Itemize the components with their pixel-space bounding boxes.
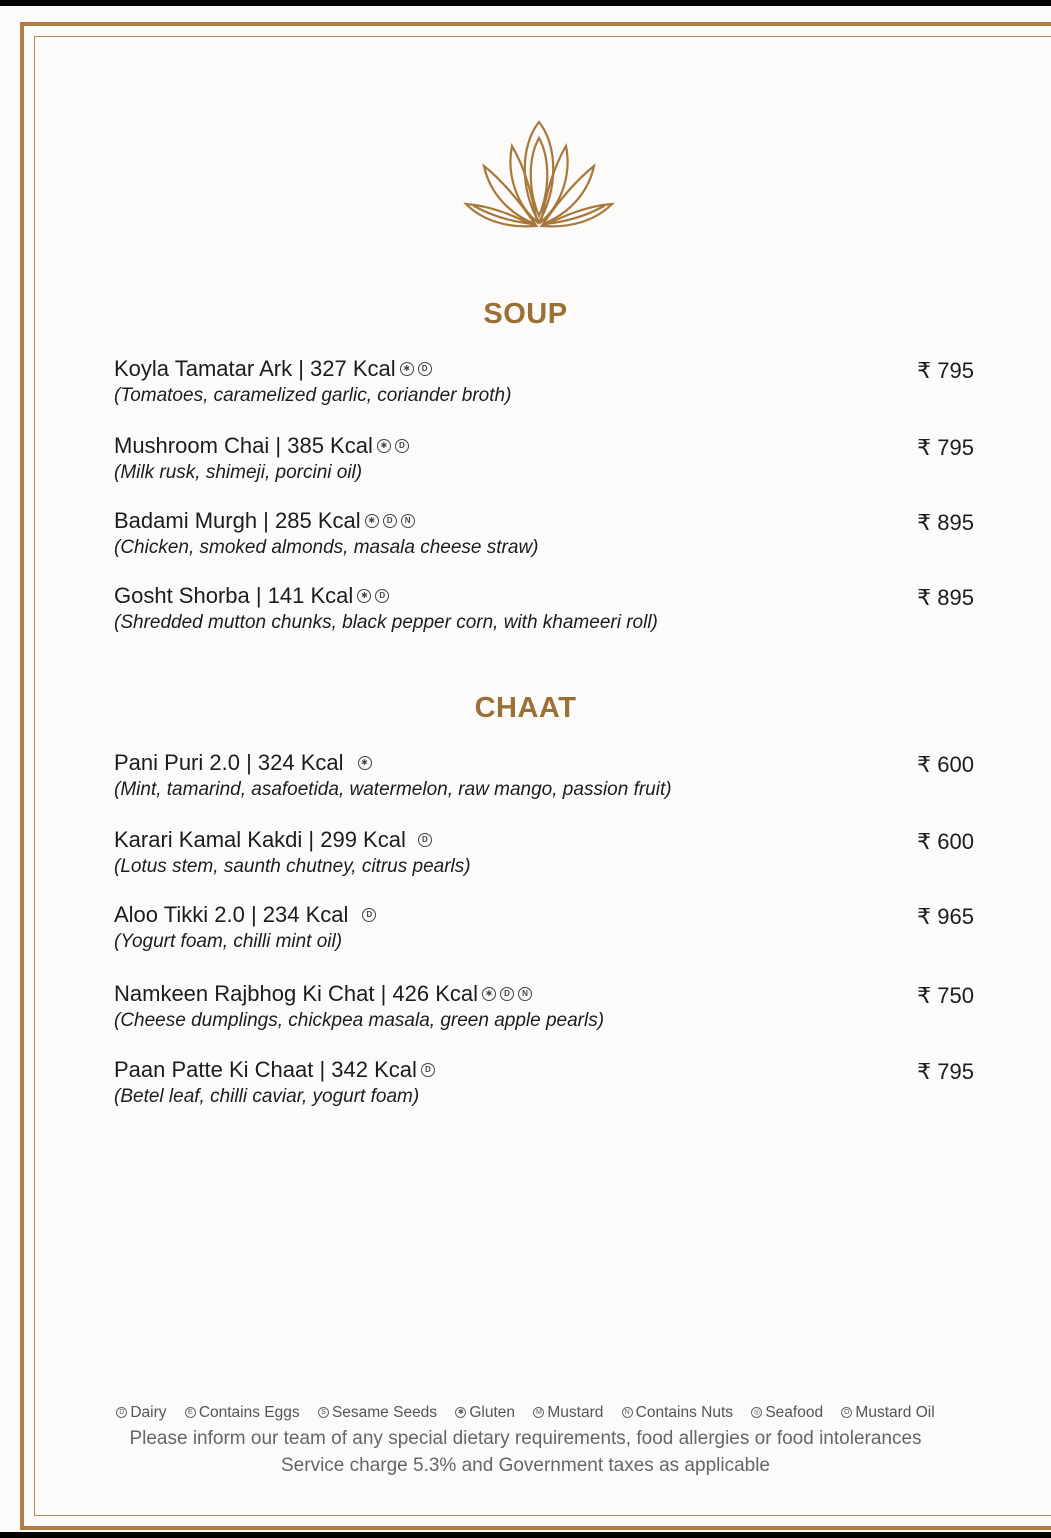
item-price: ₹ 750 (917, 983, 974, 1008)
item-description: (Shredded mutton chunks, black pepper corn, with khameeri roll) (114, 612, 658, 633)
gluten-icon: ✱ (358, 756, 372, 770)
dairy-icon: D (375, 589, 389, 603)
item-name: Karari Kamal Kakdi | 299 Kcal (114, 827, 406, 852)
gluten-icon: ✱ (357, 589, 371, 603)
dairy-icon: D (418, 833, 432, 847)
menu-item (114, 583, 974, 634)
item-price: ₹ 795 (917, 358, 974, 383)
item-description: (Mint, tamarind, asafoetida, watermelon, raw mango, passion fruit) (114, 779, 672, 800)
legend-seafood (751, 1404, 823, 1421)
dairy-icon: D (418, 362, 432, 376)
menu-item (114, 750, 974, 801)
menu-page (0, 6, 1051, 1532)
legend-sesame (318, 1404, 437, 1421)
legend-gluten (455, 1404, 515, 1421)
dietary-note: Please inform our team of any special dietary requirements, food allergies or food intolerances (129, 1428, 922, 1449)
gluten-icon: ✱ (365, 514, 379, 528)
item-name: Aloo Tikki 2.0 | 234 Kcal (114, 902, 349, 927)
menu-item (114, 902, 974, 953)
item-price: ₹ 965 (917, 904, 974, 929)
legend-label: Sesame Seeds (331, 1404, 438, 1421)
item-price: ₹ 600 (917, 829, 974, 854)
gluten-icon: ✱ (400, 362, 414, 376)
menu-item (114, 827, 974, 878)
legend-label: Contains Eggs (198, 1404, 300, 1421)
allergen-legend (0, 1404, 1051, 1422)
dairy-icon: D (421, 1063, 435, 1077)
legend-eggs (185, 1404, 300, 1421)
menu-item (114, 356, 974, 407)
menu-item (114, 508, 974, 559)
legend-mustard (533, 1404, 603, 1421)
section-title-soup: SOUP (483, 298, 568, 330)
dairy-icon: D (383, 514, 397, 528)
legend-mustard-oil (841, 1404, 934, 1421)
item-price: ₹ 895 (917, 510, 974, 535)
nuts-icon: N (622, 1407, 633, 1418)
nuts-icon: N (518, 987, 532, 1001)
item-description: (Betel leaf, chilli caviar, yogurt foam) (114, 1086, 420, 1107)
item-name: Paan Patte Ki Chaat | 342 Kcal (114, 1057, 417, 1082)
item-name: Pani Puri 2.0 | 324 Kcal (114, 750, 344, 775)
legend-label: Mustard Oil (855, 1404, 935, 1421)
menu-item (114, 1057, 974, 1108)
item-description: (Lotus stem, saunth chutney, citrus pearls) (114, 856, 471, 877)
menu-item (114, 981, 974, 1032)
lotus-logo-icon (462, 118, 616, 234)
item-name: Koyla Tamatar Ark | 327 Kcal (114, 356, 396, 381)
item-description: (Chicken, smoked almonds, masala cheese straw) (114, 537, 539, 558)
item-price: ₹ 795 (917, 435, 974, 460)
service-charge-note: Service charge 5.3% and Government taxes as applicable (281, 1455, 770, 1476)
gluten-icon: ✱ (377, 439, 391, 453)
item-description: (Milk rusk, shimeji, porcini oil) (114, 462, 363, 483)
legend-nuts (622, 1404, 733, 1421)
item-price: ₹ 795 (917, 1059, 974, 1084)
mustard-oil-icon: O (841, 1407, 852, 1418)
item-price: ₹ 600 (917, 752, 974, 777)
eggs-icon: E (185, 1407, 196, 1418)
mustard-icon: M (533, 1407, 544, 1418)
dairy-icon: D (362, 908, 376, 922)
dairy-icon: D (395, 439, 409, 453)
dairy-icon: D (500, 987, 514, 1001)
gluten-icon: ✱ (482, 987, 496, 1001)
seafood-icon: ◎ (751, 1407, 762, 1418)
legend-label: Mustard (547, 1404, 604, 1421)
item-name: Gosht Shorba | 141 Kcal (114, 583, 354, 608)
item-description: (Cheese dumplings, chickpea masala, green apple pearls) (114, 1010, 605, 1031)
sesame-icon: S (318, 1407, 329, 1418)
item-name: Badami Murgh | 285 Kcal (114, 508, 361, 533)
gluten-icon: ✱ (455, 1407, 466, 1418)
legend-label: Contains Nuts (635, 1404, 734, 1421)
legend-label: Seafood (765, 1404, 824, 1421)
item-price: ₹ 895 (917, 585, 974, 610)
legend-label: Dairy (130, 1404, 167, 1421)
item-name: Namkeen Rajbhog Ki Chat | 426 Kcal (114, 981, 479, 1006)
legend-dairy (116, 1404, 166, 1421)
legend-label: Gluten (469, 1404, 516, 1421)
item-description: (Tomatoes, caramelized garlic, coriander broth) (114, 385, 512, 406)
nuts-icon: N (401, 514, 415, 528)
item-description: (Yogurt foam, chilli mint oil) (114, 931, 343, 952)
dairy-icon: D (116, 1407, 127, 1418)
item-name: Mushroom Chai | 385 Kcal (114, 433, 373, 458)
menu-item (114, 433, 974, 484)
section-title-chaat: CHAAT (474, 692, 577, 724)
